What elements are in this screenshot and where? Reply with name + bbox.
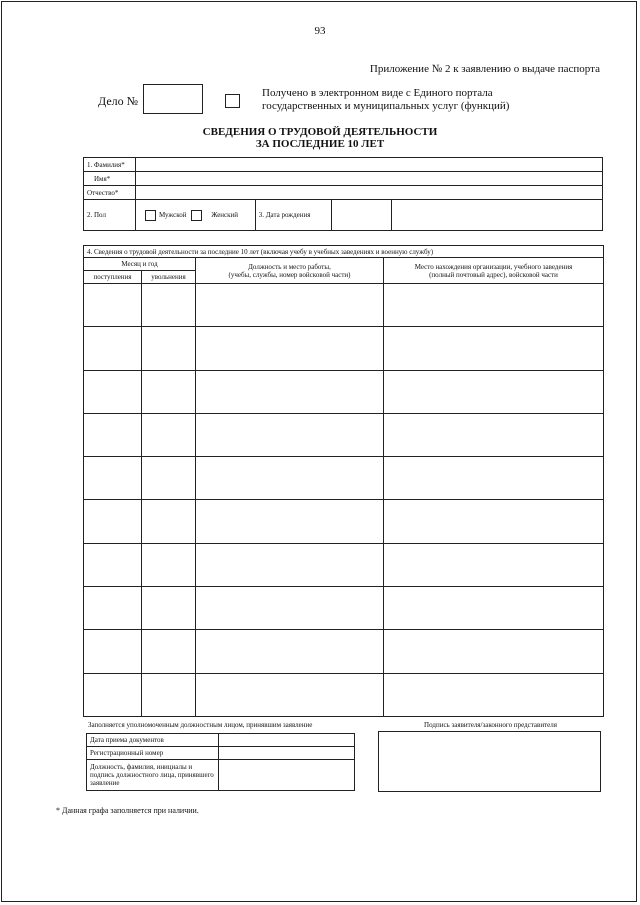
page-number: 93 <box>314 25 326 37</box>
received-online-label <box>262 87 509 113</box>
hire-cell[interactable] <box>84 370 142 413</box>
male-label: Мужской <box>158 210 187 219</box>
name-label: Имя* <box>84 172 136 186</box>
location-cell[interactable] <box>384 413 604 456</box>
dismissal-cell[interactable] <box>142 630 196 673</box>
female-checkbox[interactable] <box>191 210 202 221</box>
officer-note: Заполняется уполномоченным должностным лицом, принявшим заявление <box>88 721 313 729</box>
dismissal-cell[interactable] <box>142 673 196 716</box>
case-number-field[interactable] <box>143 84 203 114</box>
work-section-label: 4. Сведения о трудовой деятельности за последние 10 лет (включая учебу в учебных заведениях и военную службу) <box>84 246 604 258</box>
location-cell[interactable] <box>384 630 604 673</box>
appendix-header: Приложение № 2 к заявлению о выдаче паспорта <box>369 63 600 75</box>
case-number-label: Дело № <box>98 94 139 108</box>
position-header-line-2: (учебы, службы, номер войсковой части) <box>228 270 351 279</box>
location-header-line-1: Место нахождения организации, учебного заведения <box>414 262 573 271</box>
male-checkbox[interactable] <box>145 210 156 221</box>
hire-cell[interactable] <box>84 500 142 543</box>
position-cell[interactable] <box>196 587 384 630</box>
dismissal-cell[interactable] <box>142 457 196 500</box>
title-line-2: ЗА ПОСЛЕДНИЕ 10 ЛЕТ <box>255 138 385 150</box>
dismissal-cell[interactable] <box>142 500 196 543</box>
received-online-checkbox[interactable] <box>225 94 240 108</box>
dismissal-cell[interactable] <box>142 413 196 456</box>
surname-label: 1. Фамилия* <box>84 158 136 172</box>
work-history-table <box>83 245 604 717</box>
location-cell[interactable] <box>384 500 604 543</box>
position-header <box>196 258 384 284</box>
month-year-header: Месяц и год <box>84 258 196 271</box>
location-cell[interactable] <box>384 457 604 500</box>
hire-cell[interactable] <box>84 284 142 327</box>
footnote: * Данная графа заполняется при наличии. <box>56 806 199 815</box>
personal-data-table <box>83 157 603 231</box>
hire-cell[interactable] <box>84 457 142 500</box>
dismissal-cell[interactable] <box>142 370 196 413</box>
dismissal-header: увольнения <box>142 271 196 284</box>
title-line-1: СВЕДЕНИЯ О ТРУДОВОЙ ДЕЯТЕЛЬНОСТИ <box>202 126 438 138</box>
location-cell[interactable] <box>384 370 604 413</box>
position-cell[interactable] <box>196 327 384 370</box>
position-header-line-1: Должность и место работы, <box>248 262 331 271</box>
date-received-label: Дата приема документов <box>87 734 219 747</box>
hire-cell[interactable] <box>84 587 142 630</box>
reg-number-field[interactable] <box>219 747 355 760</box>
dismissal-cell[interactable] <box>142 284 196 327</box>
hire-cell[interactable] <box>84 630 142 673</box>
location-cell[interactable] <box>384 673 604 716</box>
gender-options <box>135 200 255 231</box>
form-title <box>0 126 640 150</box>
position-cell[interactable] <box>196 413 384 456</box>
position-cell[interactable] <box>196 673 384 716</box>
birth-date-extra[interactable] <box>391 200 603 231</box>
location-header-line-2: (полный почтовый адрес), войсковой части <box>429 270 558 279</box>
hire-cell[interactable] <box>84 543 142 586</box>
dismissal-cell[interactable] <box>142 543 196 586</box>
received-line-2: государственных и муниципальных услуг (функций) <box>262 100 510 112</box>
patronymic-field[interactable] <box>135 186 602 200</box>
dismissal-cell[interactable] <box>142 587 196 630</box>
officer-table <box>86 733 355 791</box>
surname-field[interactable] <box>135 158 602 172</box>
signature-field[interactable] <box>378 731 601 792</box>
female-label: Женский <box>211 210 239 219</box>
dismissal-cell[interactable] <box>142 327 196 370</box>
hire-header: поступления <box>84 271 142 284</box>
officer-position-field[interactable] <box>219 760 355 791</box>
position-cell[interactable] <box>196 543 384 586</box>
hire-cell[interactable] <box>84 673 142 716</box>
position-cell[interactable] <box>196 457 384 500</box>
location-cell[interactable] <box>384 543 604 586</box>
location-cell[interactable] <box>384 587 604 630</box>
date-received-field[interactable] <box>219 734 355 747</box>
location-cell[interactable] <box>384 327 604 370</box>
birth-date-label: 3. Дата рождения <box>255 200 331 231</box>
birth-date-field[interactable] <box>331 200 391 231</box>
received-line-1: Получено в электронном виде с Единого портала <box>262 87 493 99</box>
officer-position-label: Должность, фамилия, инициалы и подпись должностного лица, принявшего заявление <box>87 760 219 791</box>
reg-number-label: Регистрационный номер <box>87 747 219 760</box>
position-cell[interactable] <box>196 370 384 413</box>
position-cell[interactable] <box>196 630 384 673</box>
location-header <box>384 258 604 284</box>
gender-label: 2. Пол <box>84 200 136 231</box>
position-cell[interactable] <box>196 284 384 327</box>
hire-cell[interactable] <box>84 327 142 370</box>
signature-label: Подпись заявителя/законного представителя <box>424 721 557 729</box>
name-field[interactable] <box>135 172 602 186</box>
hire-cell[interactable] <box>84 413 142 456</box>
location-cell[interactable] <box>384 284 604 327</box>
position-cell[interactable] <box>196 500 384 543</box>
patronymic-label: Отчество* <box>84 186 136 200</box>
